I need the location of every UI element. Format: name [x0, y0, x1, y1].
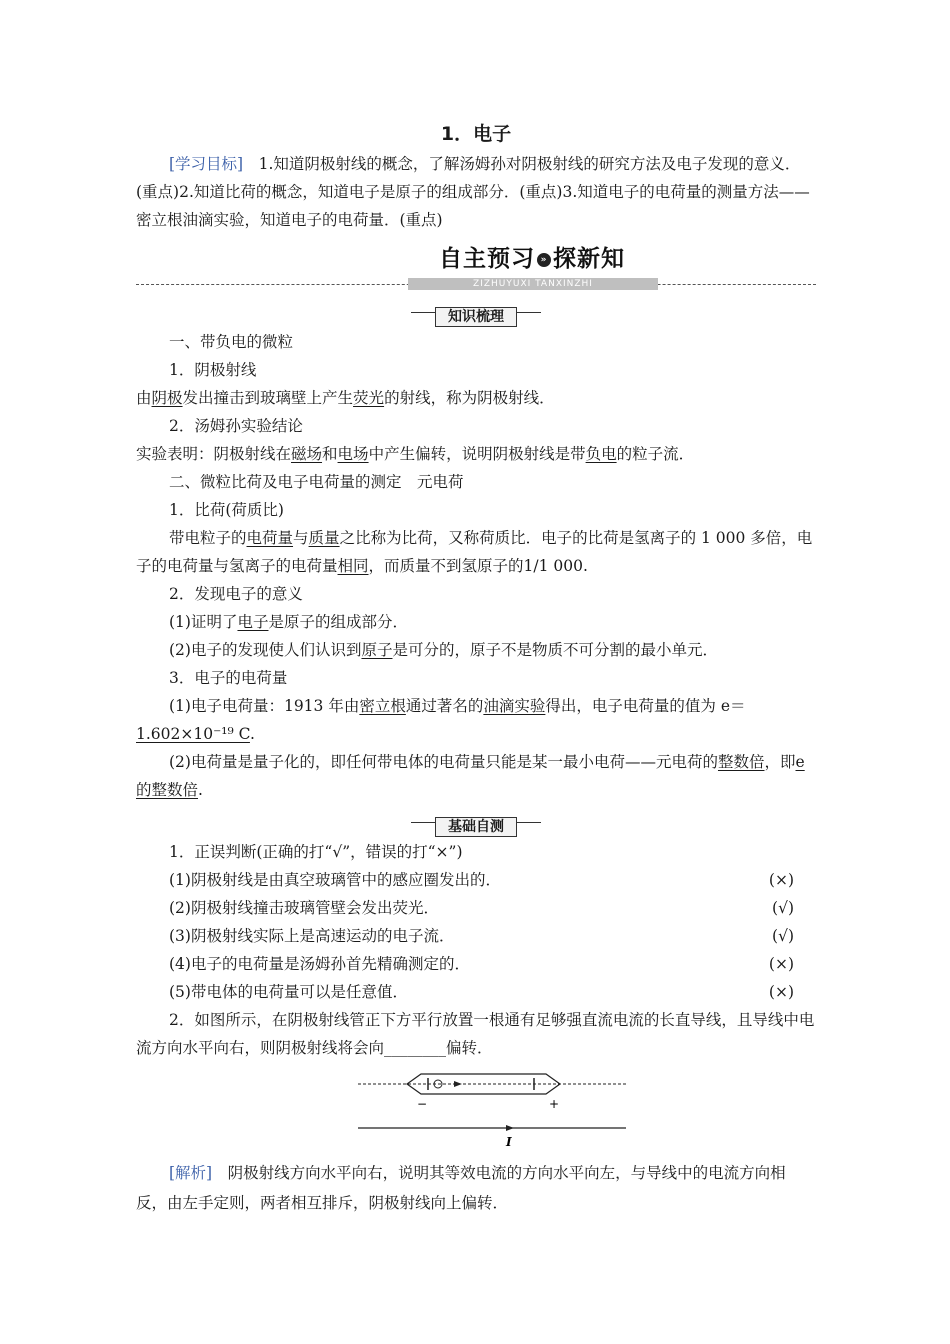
tag-knowledge — [136, 302, 816, 324]
heading-1-1: 1．阴极射线 — [169, 361, 257, 379]
banner-pinyin: ZIZHUYUXI TANXINZHI — [408, 278, 658, 290]
tf-item: (1)阴极射线是由真空玻璃管中的感应圈发出的． (×) — [169, 871, 794, 889]
goal-text: 1.知道阴极射线的概念，了解汤姆孙对阴极射线的研究方法及电子发现的意义．(重点)2.知道比荷的概念，知道电子是原子的组成部分．(重点)3.知道电子的电荷量的测量方法——密立根油滴实验，知道电子的电荷量．(重点) — [136, 155, 810, 229]
para-charge-1: (1)电子电荷量：1913 年由密立根通过著名的油滴实验得出，电子电荷量的值为 e＝1.602×10⁻¹⁹ C. — [136, 697, 746, 743]
minus-label: − — [417, 1097, 428, 1111]
heading-2-3: 3．电子的电荷量 — [169, 669, 288, 687]
goal-label: [学习目标] — [169, 155, 244, 173]
tag-label: 基础自测 — [435, 817, 517, 837]
tf-item: (2)阴极射线撞击玻璃管壁会发出荧光． (√) — [169, 899, 794, 917]
current-arrow — [506, 1125, 514, 1131]
para-cathode: 由阴极发出撞击到玻璃壁上产生荧光的射线，称为阴极射线． — [136, 389, 555, 407]
question-1: 1．正误判断(正确的打“√”，错误的打“×”) — [169, 843, 463, 861]
para-charge-2: (2)电荷量是量子化的，即任何带电体的电荷量只能是某一最小电荷——元电荷的整数倍，即e的整数倍. — [136, 753, 805, 799]
tag-selftest — [136, 812, 816, 834]
banner-right: 探新知 — [553, 246, 625, 272]
para-meaning-1: (1)证明了电子是原子的组成部分． — [169, 613, 408, 631]
banner-left: 自主预习 — [439, 246, 535, 272]
para-ratio: 带电粒子的电荷量与质量之比称为比荷，又称荷质比．电子的比荷是氢离子的 1 000 多倍，电子的电荷量与氢离子的电荷量相同，而质量不到氢原子的1/1 000. — [136, 529, 813, 575]
para-meaning-2: (2)电子的发现使人们认识到原子是可分的，原子不是物质不可分割的最小单元． — [169, 641, 718, 659]
answer-label: [解析] — [169, 1164, 213, 1182]
tf-item: (5)带电体的电荷量可以是任意值． (×) — [169, 983, 794, 1001]
tag-label: 知识梳理 — [435, 307, 517, 327]
answer — [136, 1158, 816, 1218]
heading-2: 二、微粒比荷及电子电荷量的测定 元电荷 — [169, 473, 464, 491]
tf-item: (4)电子的电荷量是汤姆孙首先精确测定的． (×) — [169, 955, 794, 973]
banner-arrow-icon: » — [537, 253, 551, 267]
page — [136, 120, 816, 1218]
answer-text: 阴极射线方向水平向右，说明其等效电流的方向水平向左，与导线中的电流方向相反，由左手定则，两者相互排斥，阴极射线向上偏转． — [136, 1164, 786, 1212]
heading-2-2: 2．发现电子的意义 — [169, 585, 303, 603]
heading-1: 一、带负电的微粒 — [169, 333, 294, 351]
learning-goals — [136, 150, 816, 234]
question-2: 2．如图所示，在阴极射线管正下方平行放置一根通有足够强直流电流的长直导线，且导线中电流方向水平向右，则阴极射线将会向________偏转． — [136, 1011, 815, 1057]
page-title: 1．电子 — [440, 123, 512, 145]
heading-2-1: 1．比荷(荷质比) — [169, 501, 284, 519]
banner-title — [408, 244, 656, 274]
plus-label: + — [549, 1097, 560, 1111]
section-banner — [136, 240, 816, 294]
figure-svg — [136, 1066, 816, 1152]
tf-item: (3)阴极射线实际上是高速运动的电子流． (√) — [169, 927, 794, 945]
heading-1-2: 2．汤姆孙实验结论 — [169, 417, 303, 435]
current-label: I — [506, 1135, 512, 1149]
para-thomson: 实验表明：阴极射线在磁场和电场中产生偏转，说明阴极射线是带负电的粒子流． — [136, 445, 695, 463]
cathode-tube-figure — [136, 1066, 816, 1152]
ray-arrow — [454, 1081, 462, 1087]
